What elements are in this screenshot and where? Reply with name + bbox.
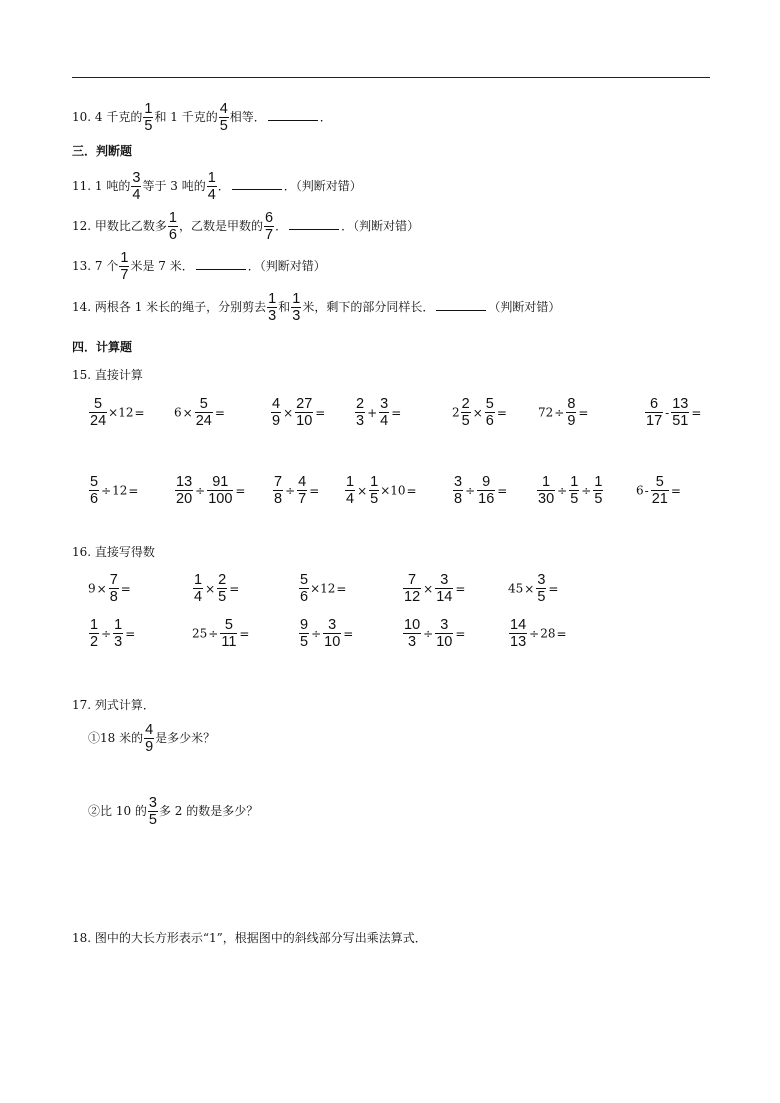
q16-expr-8 bbox=[298, 617, 354, 650]
times-sign: × bbox=[182, 405, 193, 420]
fraction: $\frac{2}{5}$ bbox=[461, 396, 470, 429]
question-11 bbox=[72, 170, 362, 203]
answer-blank[interactable] bbox=[289, 218, 339, 230]
q15-expr-7 bbox=[644, 396, 702, 429]
equals-sign: = bbox=[496, 405, 507, 420]
fraction: $\frac{3}{10}$ bbox=[324, 617, 341, 650]
question-18: 18. 图中的大长方形表示“1”，根据图中的斜线部分写出乘法算式． bbox=[72, 931, 427, 945]
fraction: $\frac{1}{5}$ bbox=[370, 474, 379, 507]
q15-expr-12 bbox=[452, 474, 508, 507]
divide-sign: ÷ bbox=[554, 405, 565, 420]
q14-text-c: 米，剩下的部分同样长． bbox=[302, 300, 435, 314]
q11-text-d: ．（判断对错） bbox=[283, 179, 362, 193]
fraction: $\frac{3}{8}$ bbox=[454, 474, 463, 507]
answer-blank[interactable] bbox=[232, 178, 282, 190]
equals-sign: = bbox=[406, 483, 417, 498]
fraction: $\frac{4}{7}$ bbox=[298, 474, 307, 507]
times-sign: × bbox=[283, 405, 294, 420]
header-rule bbox=[72, 77, 710, 78]
fraction: $\frac{4}{9}$ bbox=[145, 722, 154, 755]
q12-text-a: 12. 甲数比乙数多 bbox=[72, 219, 167, 233]
section-4-heading: 四．计算题 bbox=[72, 340, 133, 354]
q11-text-c: ． bbox=[217, 179, 230, 193]
q17-part-2 bbox=[88, 795, 258, 828]
operand: ×12 bbox=[310, 581, 336, 596]
fraction: $\frac{5}{11}$ bbox=[221, 617, 237, 650]
question-12 bbox=[72, 210, 419, 243]
equals-sign: = bbox=[391, 405, 402, 420]
answer-blank[interactable] bbox=[268, 109, 318, 121]
equals-sign: = bbox=[336, 581, 347, 596]
q16-expr-6 bbox=[88, 617, 136, 650]
q15-expr-9 bbox=[174, 474, 246, 507]
question-15-title: 15. 直接计算 bbox=[72, 368, 143, 382]
q13-text-a: 13. 7 个 bbox=[72, 259, 119, 273]
divide-sign: ÷ bbox=[285, 483, 296, 498]
operand: 72 bbox=[538, 405, 554, 420]
q15-expr-8 bbox=[88, 474, 139, 507]
fraction: $\frac{7}{8}$ bbox=[109, 572, 118, 605]
fraction: $\frac{7}{12}$ bbox=[404, 572, 421, 605]
q15-expr-11 bbox=[344, 474, 418, 507]
q13-text-b: 米是 7 米． bbox=[130, 259, 194, 273]
fraction: $\frac{9}{16}$ bbox=[478, 474, 495, 507]
q17-p1-text-b: 是多少米？ bbox=[155, 731, 216, 745]
equals-sign: = bbox=[120, 581, 131, 596]
whole-part: 2 bbox=[452, 405, 460, 420]
fraction: $\frac{2}{3}$ bbox=[356, 396, 365, 429]
fraction: $\frac{3}{4}$ bbox=[132, 170, 141, 203]
question-10 bbox=[72, 101, 332, 134]
q16-expr-4 bbox=[402, 572, 466, 605]
answer-blank[interactable] bbox=[196, 258, 246, 270]
fraction: $\frac{3}{5}$ bbox=[148, 795, 157, 828]
q12-text-d: ．（判断对错） bbox=[341, 219, 420, 233]
times-sign: × bbox=[524, 581, 535, 596]
fraction: $\frac{8}{9}$ bbox=[567, 396, 576, 429]
operand: 12 bbox=[112, 483, 128, 498]
equals-sign: = bbox=[578, 405, 589, 420]
q16-expr-2 bbox=[192, 572, 240, 605]
equals-sign: = bbox=[556, 626, 567, 641]
q15-expr-1 bbox=[88, 396, 146, 429]
q15-expr-6 bbox=[538, 396, 589, 429]
fraction: $\frac{91}{100}$ bbox=[208, 474, 233, 507]
equals-sign: = bbox=[239, 626, 250, 641]
equals-sign: = bbox=[548, 581, 559, 596]
equals-sign: = bbox=[691, 405, 702, 420]
equals-sign: = bbox=[309, 483, 320, 498]
fraction: $\frac{1}{5}$ bbox=[570, 474, 579, 507]
q10-text-b: 和 1 千克的 bbox=[154, 110, 218, 124]
question-14 bbox=[72, 291, 560, 324]
fraction: $\frac{10}{3}$ bbox=[404, 617, 421, 650]
equals-sign: = bbox=[455, 581, 466, 596]
q17-p2-text-a: ②比 10 的 bbox=[88, 804, 147, 818]
fraction: $\frac{1}{3}$ bbox=[114, 617, 123, 650]
times-sign: × bbox=[96, 581, 107, 596]
fraction: $\frac{6}{17}$ bbox=[646, 396, 663, 429]
q13-text-d: ．（判断对错） bbox=[247, 259, 326, 273]
q15-expr-14 bbox=[636, 474, 682, 507]
fraction: $\frac{1}{3}$ bbox=[292, 291, 301, 324]
divide-sign: ÷ bbox=[557, 483, 568, 498]
equals-sign: = bbox=[125, 626, 136, 641]
q17-p2-text-b: 多 2 的数是多少？ bbox=[158, 804, 259, 818]
fraction: $\frac{1}{6}$ bbox=[168, 210, 177, 243]
q16-expr-1 bbox=[88, 572, 132, 605]
q14-text-b: 和 bbox=[278, 300, 291, 314]
fraction: $\frac{2}{5}$ bbox=[218, 572, 227, 605]
equals-sign: = bbox=[497, 483, 508, 498]
section-3-heading: 三．判断题 bbox=[72, 144, 133, 158]
fraction: $\frac{13}{51}$ bbox=[672, 396, 689, 429]
question-16-title: 16. 直接写得数 bbox=[72, 545, 155, 559]
equals-sign: = bbox=[315, 405, 326, 420]
minus-sign: - bbox=[665, 405, 670, 420]
minus-sign: - bbox=[644, 483, 649, 498]
q10-text-a: 10. 4 千克的 bbox=[72, 110, 143, 124]
fraction: $\frac{6}{7}$ bbox=[265, 210, 274, 243]
fraction: $\frac{5}{21}$ bbox=[651, 474, 668, 507]
q14-text-a: 14. 两根各 1 米长的绳子，分别剪去 bbox=[72, 300, 267, 314]
fraction: $\frac{1}{2}$ bbox=[90, 617, 99, 650]
fraction: $\frac{5}{24}$ bbox=[195, 396, 212, 429]
equals-sign: = bbox=[670, 483, 681, 498]
divide-sign: ÷ bbox=[581, 483, 592, 498]
divide-sign: ÷ bbox=[529, 626, 540, 641]
q11-text-a: 11. 1 吨的 bbox=[72, 179, 131, 193]
fraction: $\frac{1}{5}$ bbox=[594, 474, 603, 507]
fraction: $\frac{1}{4}$ bbox=[207, 170, 216, 203]
answer-blank[interactable] bbox=[436, 299, 486, 311]
fraction: $\frac{5}{6}$ bbox=[485, 396, 494, 429]
q11-text-b: 等于 3 吨的 bbox=[142, 179, 206, 193]
fraction: $\frac{5}{6}$ bbox=[90, 474, 99, 507]
operand: 6 bbox=[636, 483, 644, 498]
operand: ×10 bbox=[380, 483, 406, 498]
q12-text-b: ，乙数是甲数的 bbox=[178, 219, 263, 233]
fraction: $\frac{3}{5}$ bbox=[537, 572, 546, 605]
operand: 45 bbox=[508, 581, 524, 596]
fraction: $\frac{13}{20}$ bbox=[176, 474, 193, 507]
times-sign: × bbox=[357, 483, 368, 498]
operand: 28 bbox=[540, 626, 556, 641]
times-sign: × bbox=[472, 405, 483, 420]
q15-expr-13 bbox=[536, 474, 604, 507]
fraction: $\frac{5}{24}$ bbox=[90, 396, 107, 429]
divide-sign: ÷ bbox=[101, 626, 112, 641]
q16-expr-10 bbox=[508, 617, 568, 650]
q12-text-c: ． bbox=[275, 219, 288, 233]
question-13 bbox=[72, 250, 326, 283]
q10-text-d: ． bbox=[319, 110, 332, 124]
divide-sign: ÷ bbox=[195, 483, 206, 498]
q15-expr-3 bbox=[270, 396, 326, 429]
times-sign: × bbox=[205, 581, 216, 596]
q16-expr-7 bbox=[192, 617, 250, 650]
operand: 25 bbox=[192, 626, 208, 641]
equals-sign: = bbox=[455, 626, 466, 641]
q15-expr-4 bbox=[354, 396, 402, 429]
fraction: $\frac{1}{5}$ bbox=[144, 101, 153, 134]
divide-sign: ÷ bbox=[208, 626, 219, 641]
equals-sign: = bbox=[343, 626, 354, 641]
q16-expr-5 bbox=[508, 572, 559, 605]
operand: 9 bbox=[88, 581, 96, 596]
q16-expr-3 bbox=[298, 572, 347, 605]
plus-sign: + bbox=[367, 405, 378, 420]
q15-expr-5 bbox=[452, 396, 508, 429]
q16-expr-9 bbox=[402, 617, 466, 650]
times-sign: × bbox=[423, 581, 434, 596]
divide-sign: ÷ bbox=[311, 626, 322, 641]
fraction: $\frac{1}{7}$ bbox=[120, 250, 129, 283]
question-17-title: 17. 列式计算． bbox=[72, 698, 155, 712]
q17-p1-text-a: ①18 米的 bbox=[88, 731, 144, 745]
fraction: $\frac{4}{5}$ bbox=[219, 101, 228, 134]
operand: 6 bbox=[174, 405, 182, 420]
q17-part-1 bbox=[88, 722, 215, 755]
fraction: $\frac{1}{30}$ bbox=[538, 474, 555, 507]
divide-sign: ÷ bbox=[101, 483, 112, 498]
fraction: $\frac{3}{10}$ bbox=[436, 617, 453, 650]
equals-sign: = bbox=[214, 405, 225, 420]
equals-sign: = bbox=[128, 483, 139, 498]
q15-expr-2 bbox=[174, 396, 226, 429]
equals-sign: = bbox=[235, 483, 246, 498]
fraction: $\frac{1}{4}$ bbox=[346, 474, 355, 507]
fraction: $\frac{14}{13}$ bbox=[510, 617, 527, 650]
divide-sign: ÷ bbox=[465, 483, 476, 498]
q15-expr-10 bbox=[272, 474, 320, 507]
fraction: $\frac{27}{10}$ bbox=[296, 396, 313, 429]
q14-text-d: （判断对错） bbox=[488, 300, 561, 314]
fraction: $\frac{1}{4}$ bbox=[194, 572, 203, 605]
fraction: $\frac{5}{6}$ bbox=[300, 572, 309, 605]
fraction: $\frac{1}{3}$ bbox=[268, 291, 277, 324]
fraction: $\frac{4}{9}$ bbox=[272, 396, 281, 429]
fraction: $\frac{3}{4}$ bbox=[380, 396, 389, 429]
fraction: $\frac{3}{14}$ bbox=[436, 572, 453, 605]
fraction: $\frac{9}{5}$ bbox=[300, 617, 309, 650]
equals-sign: = bbox=[229, 581, 240, 596]
divide-sign: ÷ bbox=[423, 626, 434, 641]
q10-text-c: 相等． bbox=[229, 110, 266, 124]
operand: ×12 bbox=[108, 405, 134, 420]
equals-sign: = bbox=[134, 405, 145, 420]
fraction: $\frac{7}{8}$ bbox=[274, 474, 283, 507]
